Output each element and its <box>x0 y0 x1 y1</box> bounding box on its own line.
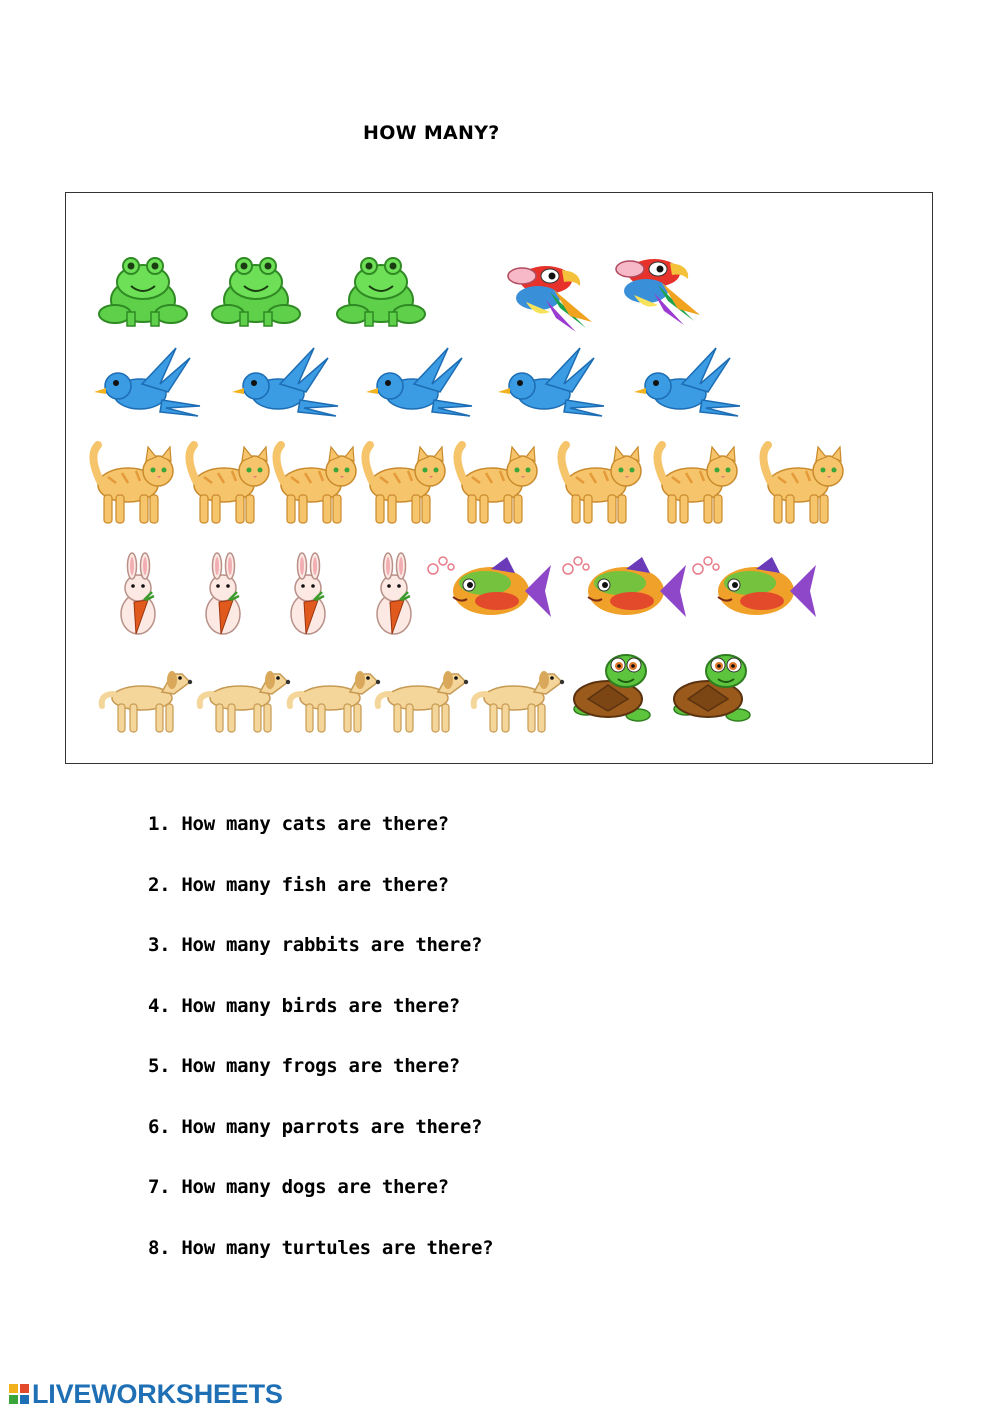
dog-icon <box>290 671 380 732</box>
question-item: 1. How many cats are there? <box>148 813 449 835</box>
bird-icon <box>634 348 740 416</box>
fish-icon <box>428 557 551 617</box>
fish-icon <box>693 557 816 617</box>
dog-icon <box>474 671 564 732</box>
cat-icon <box>561 445 641 523</box>
bird-icon <box>498 348 604 416</box>
cat-icon <box>276 445 356 523</box>
question-item: 6. How many parrots are there? <box>148 1115 483 1138</box>
liveworksheets-logo-icon <box>8 1383 30 1405</box>
question-list <box>148 812 493 1296</box>
liveworksheets-logo[interactable] <box>8 1378 283 1410</box>
dog-icon <box>200 671 290 732</box>
frog-icon <box>212 258 300 326</box>
turtle-icon <box>574 655 650 721</box>
worksheet-title: HOW MANY? <box>363 122 500 144</box>
turtle-icon <box>674 655 750 721</box>
parrot-icon <box>616 259 700 325</box>
question-item: 3. How many rabbits are there? <box>148 934 483 956</box>
frog-icon <box>99 258 187 326</box>
fish-icon <box>563 557 686 617</box>
question-item: 2. How many fish are there? <box>148 873 449 896</box>
rabbit-icon <box>206 553 240 634</box>
bird-icon <box>366 348 472 416</box>
animal-picture-frame <box>65 192 933 764</box>
frog-icon <box>337 258 425 326</box>
question-item: 8. How many turtules are there? <box>148 1236 494 1259</box>
parrot-icon <box>508 266 592 332</box>
rabbit-icon <box>377 553 411 634</box>
cat-icon <box>763 445 843 523</box>
cat-icon <box>189 445 269 523</box>
question-item: 4. How many birds are there? <box>148 994 460 1017</box>
question-item: 7. How many dogs are there? <box>148 1176 449 1198</box>
cat-icon <box>657 445 737 523</box>
cat-icon <box>93 445 173 523</box>
brand-name: LIVEWORKSHEETS <box>32 1378 283 1409</box>
dog-icon <box>102 671 192 732</box>
dog-icon <box>378 671 468 732</box>
rabbit-icon <box>121 553 155 634</box>
bird-icon <box>94 348 200 416</box>
question-item: 5. How many frogs are there? <box>148 1055 460 1077</box>
rabbit-icon <box>291 553 325 634</box>
cat-icon <box>365 445 445 523</box>
bird-icon <box>232 348 338 416</box>
cat-icon <box>457 445 537 523</box>
